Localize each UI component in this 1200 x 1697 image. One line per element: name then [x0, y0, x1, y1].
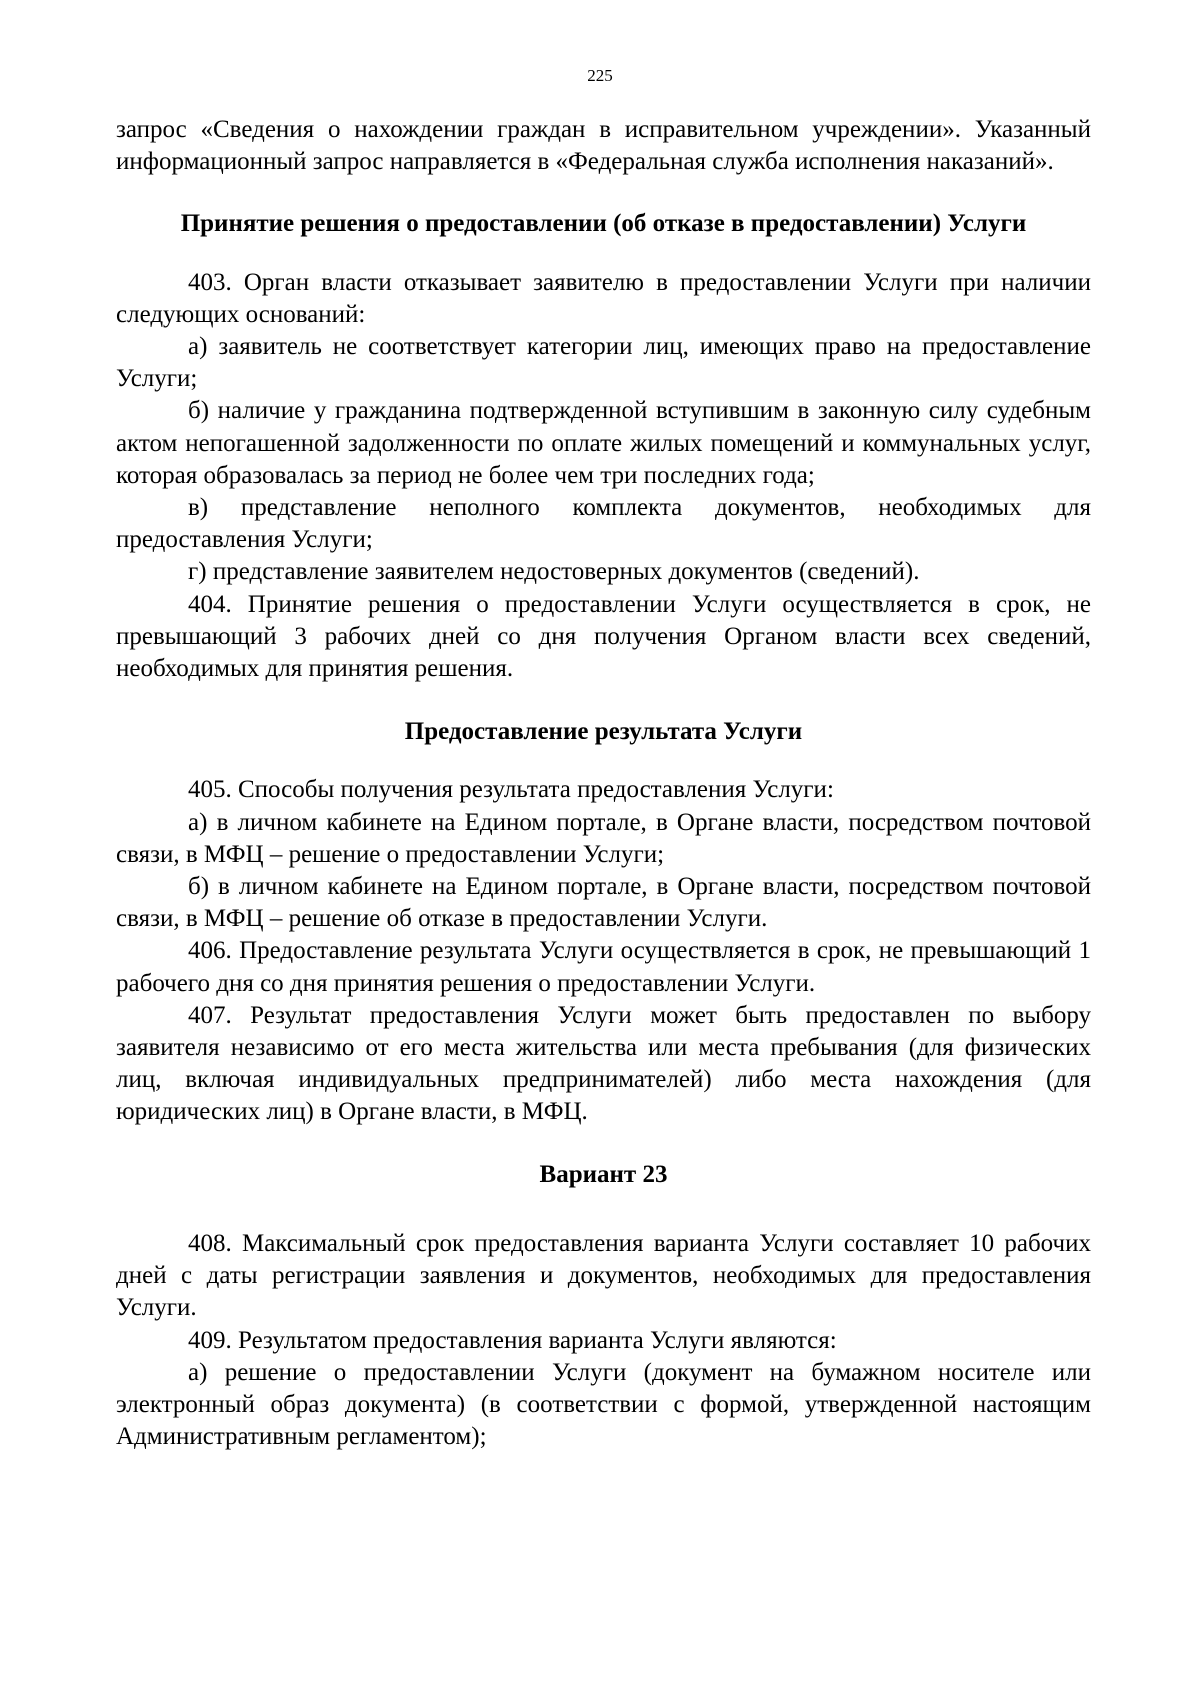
section-heading-variant-23: Вариант 23	[539, 1160, 668, 1188]
list-item-403-a: а) заявитель не соответствует категории лиц, имеющих право на предоставление Услуги;	[116, 333, 1091, 393]
list-item-403-g: г) представление заявителем недостоверных документов (сведений).	[188, 558, 920, 586]
section-heading-result: Предоставление результата Услуги	[404, 718, 803, 746]
paragraph-403: 403. Орган власти отказывает заявителю в предоставлении Услуги при наличии следующих оснований:	[116, 268, 1091, 328]
paragraph-406: 406. Предоставление результата Услуги осуществляется в срок, не превышающий 1 рабочего дня со дня принятия решения о предоставлении Услуги.	[116, 937, 1091, 997]
paragraph-407: 407. Результат предоставления Услуги может быть предоставлен по выбору заявителя независимо от его места жительства или места пребывания (для физических лиц, включая индивидуальных предпринимателей) либо места нахождения (для юридических лиц) в Органе власти, в МФЦ.	[116, 1001, 1091, 1126]
section-heading-decision: Принятие решения о предоставлении (об отказе в предоставлении) Услуги	[180, 210, 1027, 238]
list-item-405-a: а) в личном кабинете на Едином портале, в Органе власти, посредством почтовой связи, в МФЦ – решение о предоставлении Услуги;	[116, 808, 1091, 868]
paragraph-continuation: запрос «Сведения о нахождении граждан в исправительном учреждении». Указанный информационный запрос направляется в «Федеральная служба исполнения наказаний».	[116, 116, 1091, 176]
paragraph-404: 404. Принятие решения о предоставлении Услуги осуществляется в срок, не превышающий 3 рабочих дней со дня получения Органом власти всех сведений, необходимых для принятия решения.	[116, 590, 1091, 683]
page-number: 225	[587, 66, 613, 85]
list-item-403-b: б) наличие у гражданина подтвержденной вступившим в законную силу судебным актом непогашенной задолженности по оплате жилых помещений и коммунальных услуг, которая образовалась за период не более чем три последних года;	[116, 397, 1091, 489]
paragraph-409: 409. Результатом предоставления варианта Услуги являются:	[188, 1326, 837, 1354]
paragraph-408: 408. Максимальный срок предоставления варианта Услуги составляет 10 рабочих дней с даты регистрации заявления и документов, необходимых для предоставления Услуги.	[116, 1229, 1091, 1322]
list-item-403-v: в) представление неполного комплекта документов, необходимых для предоставления Услуги;	[116, 494, 1091, 554]
paragraph-405: 405. Способы получения результата предоставления Услуги:	[188, 776, 834, 804]
list-item-409-a: а) решение о предоставлении Услуги (документ на бумажном носителе или электронный образ документа) (в соответствии с формой, утвержденной настоящим Административным регламентом);	[116, 1358, 1091, 1451]
document-body	[116, 114, 1091, 1453]
list-item-405-b: б) в личном кабинете на Едином портале, в Органе власти, посредством почтовой связи, в МФЦ – решение об отказе в предоставлении Услуги.	[116, 873, 1091, 933]
